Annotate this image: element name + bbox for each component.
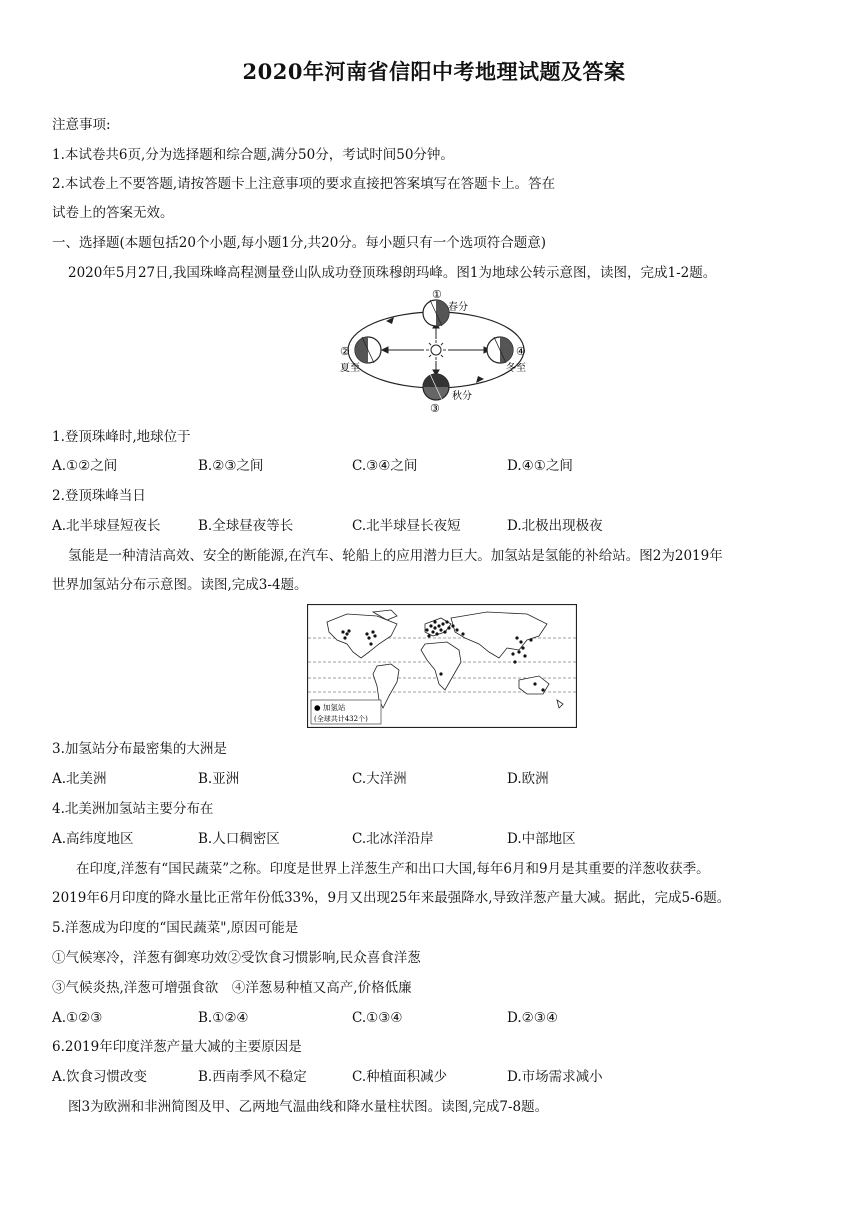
question-2-stem: 2.登顶珠峰当日 (52, 488, 146, 504)
summer-solstice-label: 夏至 (340, 363, 360, 374)
notice-item-2-cont: 试卷上的答案无效。 (52, 205, 174, 221)
intro-paragraph-2: 氢能是一种清洁高效、安全的断能源,在汽车、轮船上的应用潜力巨大。加氢站是氢能的补给站。图2为2019年 (68, 548, 723, 564)
earth-revolution-figure (334, 287, 534, 415)
q5-option-d[interactable]: D.②③④ (507, 1010, 558, 1026)
q2-option-a[interactable]: A.北半球昼短夜长 (52, 518, 161, 534)
q4-option-b[interactable]: B.人口稠密区 (198, 831, 280, 847)
q1-option-d[interactable]: D.④①之间 (507, 458, 573, 474)
q6-option-c[interactable]: C.种植面积减少 (352, 1069, 448, 1085)
page-title: 2020年河南省信阳中考地理试题及答案 (242, 59, 626, 84)
q5-option-c[interactable]: C.①③④ (352, 1010, 403, 1026)
q4-option-a[interactable]: A.高纬度地区 (52, 831, 134, 847)
q6-option-b[interactable]: B.西南季风不稳定 (198, 1069, 307, 1085)
position-2-label: ② (340, 345, 350, 358)
q6-option-d[interactable]: D.市场需求减小 (507, 1069, 603, 1085)
intro-paragraph-2-cont: 世界加氢站分布示意图。读图,完成3-4题。 (52, 577, 308, 593)
question-5-stem: 5.洋葱成为印度的“国民蔬菜",原因可能是 (52, 920, 299, 936)
spring-equinox-label: 春分 (448, 302, 468, 313)
q3-option-a[interactable]: A.北美洲 (52, 771, 107, 787)
notice-item-2: 2.本试卷上不要答题,请按答题卡上注意事项的要求直接把答案填写在答题卡上。答在 (52, 176, 556, 192)
q2-option-c[interactable]: C.北半球昼长夜短 (352, 518, 461, 534)
hydrogen-station-world-map (307, 604, 577, 728)
position-3-label: ③ (430, 402, 440, 415)
intro-paragraph-3: 在印度,洋葱有“国民蔬菜”之称。印度是世界上洋葱生产和出口大国,每年6月和9月是其重要的洋葱收获季。 (76, 861, 710, 877)
intro-paragraph-3-cont: 2019年6月印度的降水量比正常年份低33%，9月又出现25年来最强降水,导致洋葱产量大减。据此，完成5-6题。 (52, 890, 731, 906)
question-1-stem: 1.登顶珠峰时,地球位于 (52, 429, 191, 445)
question-4-stem: 4.北美洲加氢站主要分布在 (52, 801, 214, 817)
intro-paragraph-4: 图3为欧洲和非洲简图及甲、乙两地气温曲线和降水量柱状图。读图,完成7-8题。 (68, 1099, 549, 1115)
question-3-stem: 3.加氢站分布最密集的大洲是 (52, 741, 227, 757)
earth-position-1-icon (423, 300, 449, 326)
q6-option-a[interactable]: A.饮食习惯改变 (52, 1069, 148, 1085)
q5-option-b[interactable]: B.①②④ (198, 1010, 249, 1026)
q3-option-d[interactable]: D.欧洲 (507, 771, 549, 787)
q4-option-c[interactable]: C.北冰洋沿岸 (352, 831, 434, 847)
q5-option-a[interactable]: A.①②③ (52, 1010, 103, 1026)
earth-position-4-icon (487, 337, 513, 363)
earth-position-2-icon (355, 337, 381, 363)
question-5-statement-2: ③气候炎热,洋葱可增强食欲 ④洋葱易种植又高产,价格低廉 (52, 980, 412, 996)
q4-option-d[interactable]: D.中部地区 (507, 831, 576, 847)
autumn-equinox-label: 秋分 (452, 391, 472, 402)
question-5-statement-1: ①气候寒冷，洋葱有御寒功效②受饮食习惯影响,民众喜食洋葱 (52, 950, 421, 966)
map-legend-label: ● 加氢站 (314, 703, 346, 712)
q1-option-a[interactable]: A.①②之间 (52, 458, 118, 474)
winter-solstice-label: 冬至 (506, 363, 526, 374)
section-heading: 一、选择题(本题包括20个小题,每小题1分,共20分。每小题只有一个选项符合题意) (52, 235, 547, 251)
q2-option-d[interactable]: D.北极出现极夜 (507, 518, 603, 534)
q3-option-c[interactable]: C.大洋洲 (352, 771, 407, 787)
q1-option-c[interactable]: C.③④之间 (352, 458, 418, 474)
notice-heading: 注意事项: (52, 117, 111, 133)
map-legend-note: (全球共计432个) (314, 715, 368, 723)
position-1-label: ① (432, 288, 442, 301)
position-4-label: ④ (516, 345, 526, 358)
sun-icon (426, 340, 446, 360)
earth-position-3-icon (423, 374, 449, 400)
q3-option-b[interactable]: B.亚洲 (198, 771, 240, 787)
notice-item-1: 1.本试卷共6页,分为选择题和综合题,满分50分，考试时间50分钟。 (52, 147, 454, 163)
q1-option-b[interactable]: B.②③之间 (198, 458, 264, 474)
question-6-stem: 6.2019年印度洋葱产量大减的主要原因是 (52, 1039, 302, 1055)
intro-paragraph-1: 2020年5月27日,我国珠峰高程测量登山队成功登顶珠穆朗玛峰。图1为地球公转示意图，读图，完成1-2题。 (68, 265, 717, 281)
q2-option-b[interactable]: B.全球昼夜等长 (198, 518, 294, 534)
